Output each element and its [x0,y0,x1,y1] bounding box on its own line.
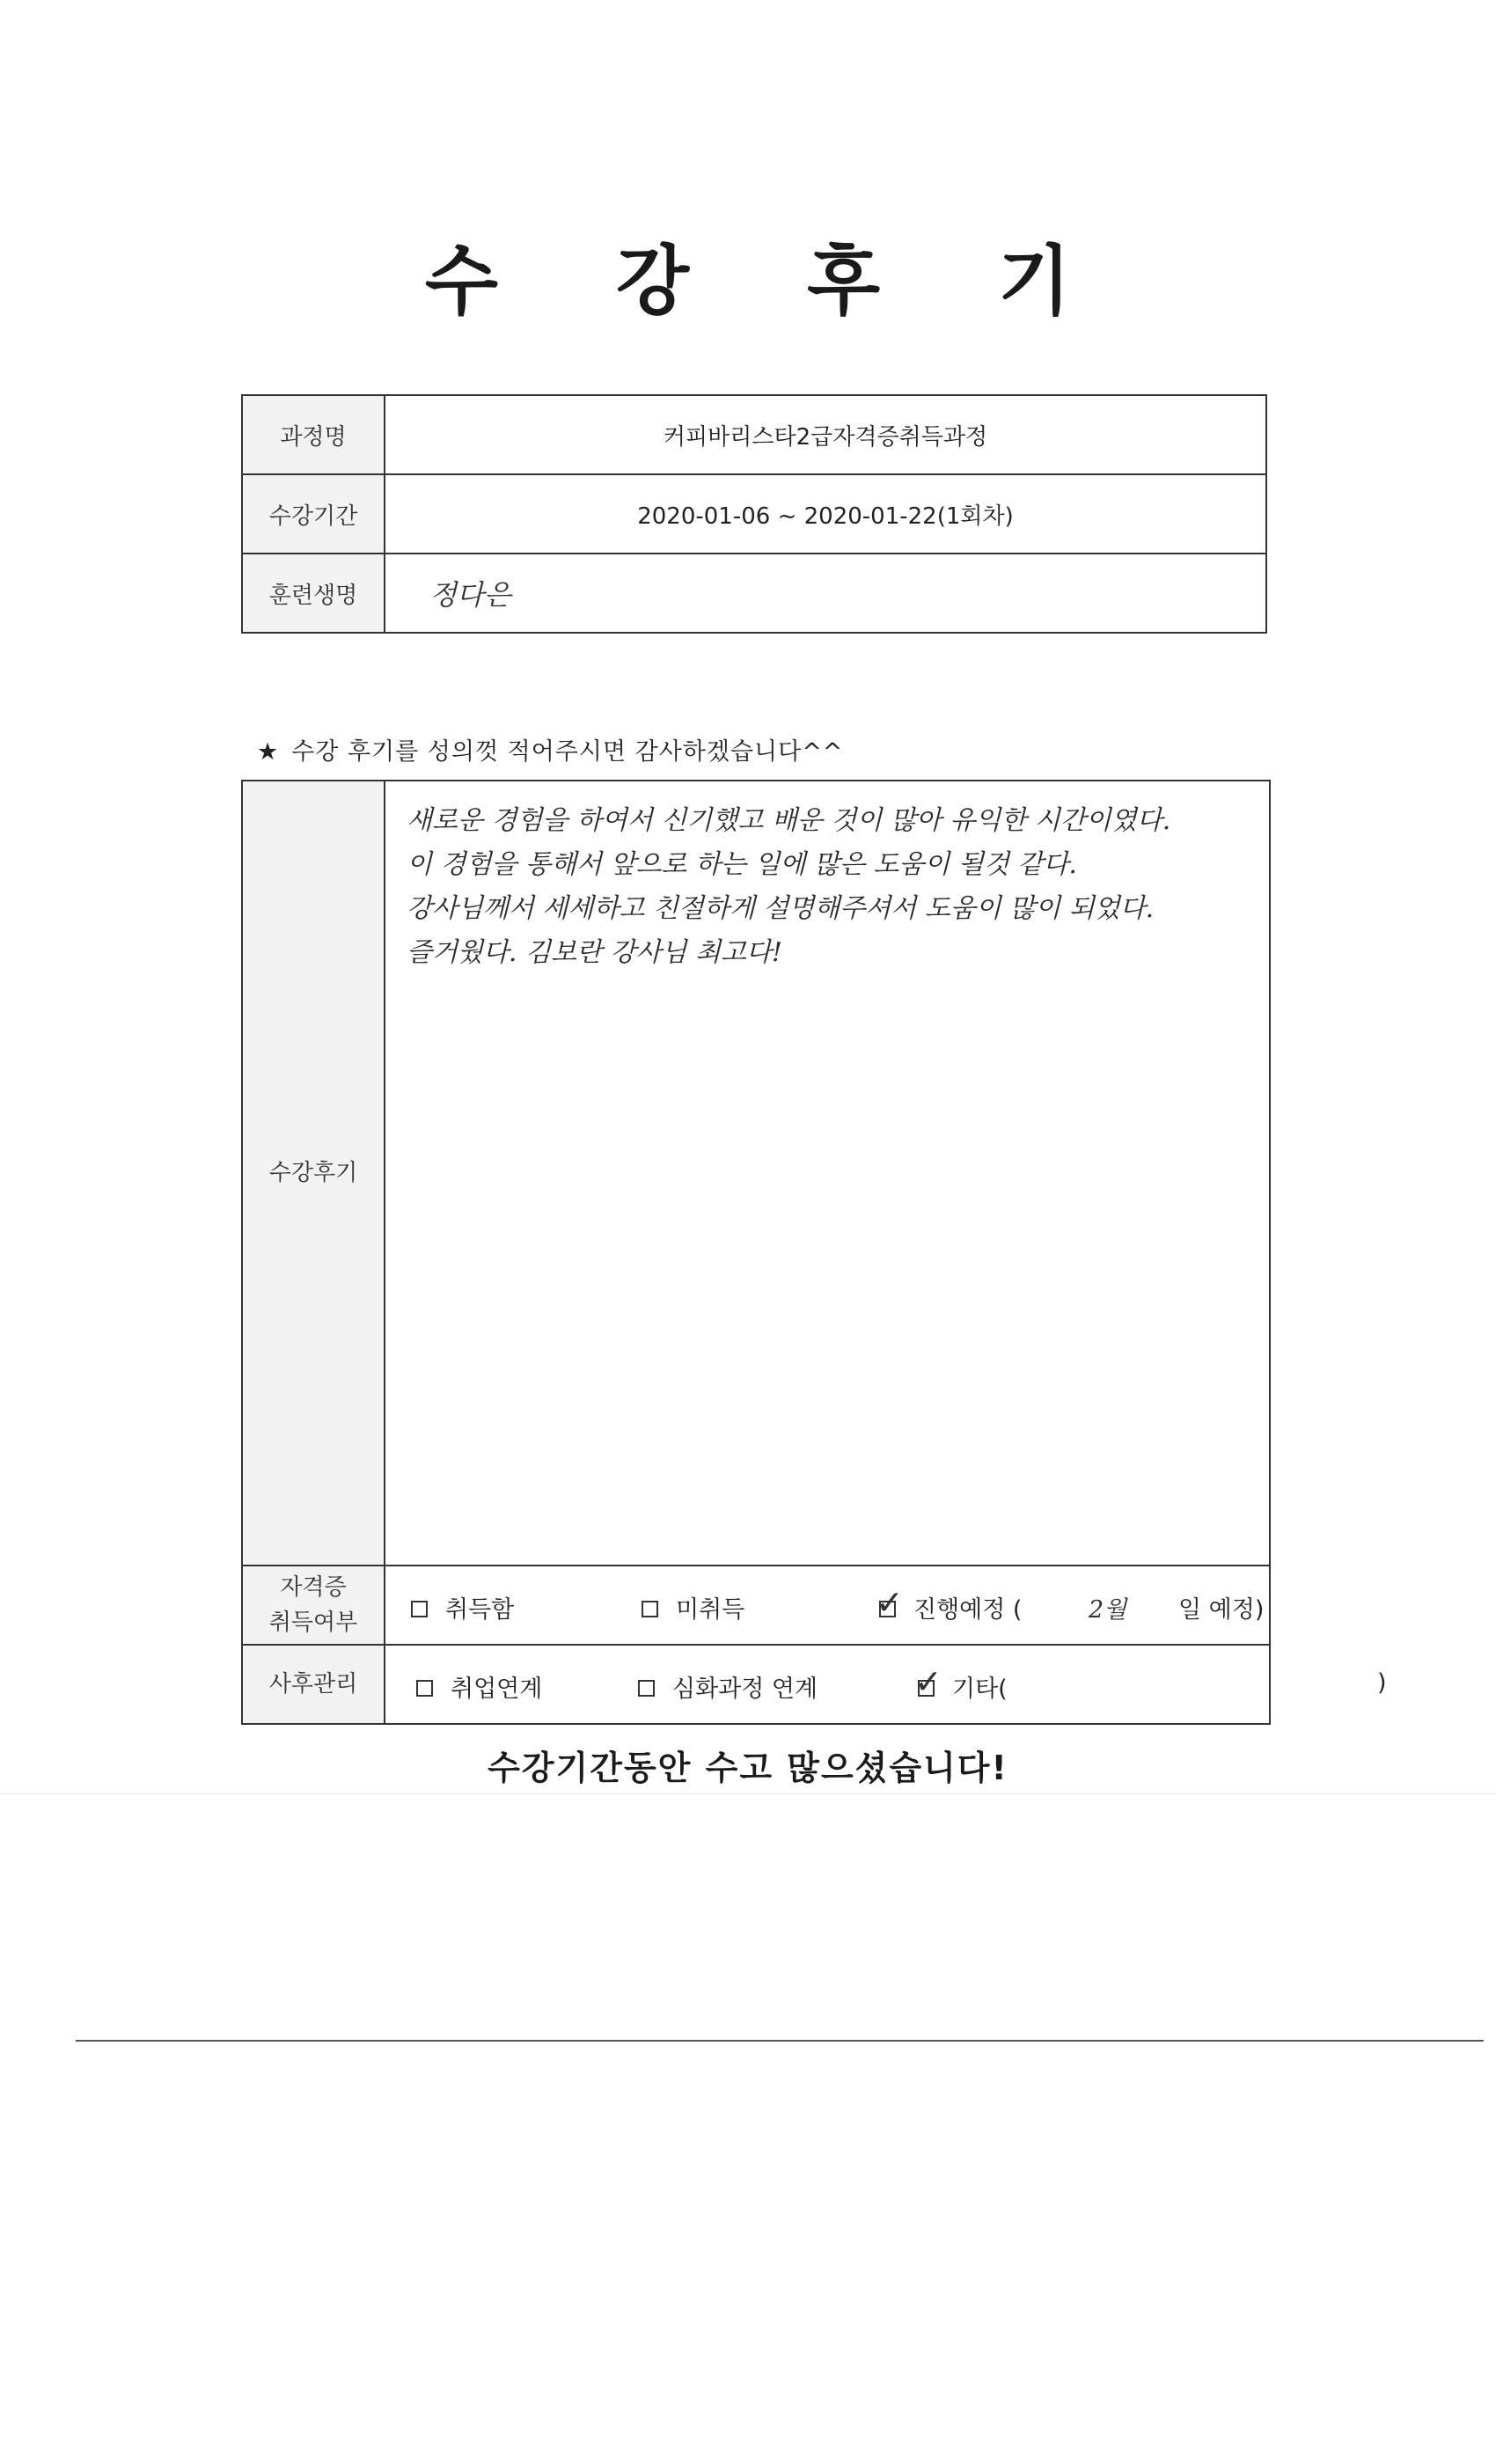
period-value: 2020-01-06 ~ 2020-01-22(1회차) [385,474,1266,554]
option-in-progress [876,1583,1023,1624]
after-care-label: 사후관리 [242,1645,385,1724]
course-value: 커피바리스타2급자격증취득과정 [385,395,1266,474]
trainee-name-handwritten: 정다은 [429,578,511,612]
option-not-acquired [642,1590,744,1624]
review-line: 즐거웠다. 김보란 강사님 최고다! [407,937,782,968]
review-line: 새로운 경험을 하여서 신기했고 배운 것이 많아 유익한 시간이였다. [407,805,1171,836]
option-job-link [416,1669,542,1704]
course-row [242,395,1266,474]
review-line: 강사님께서 세세하고 친절하게 설명해주셔서 도움이 많이 되었다. [407,893,1155,924]
option-advanced-course [638,1669,818,1704]
review-label: 수강후기 [242,781,385,1566]
certificate-label [242,1566,385,1645]
period-row [242,474,1266,554]
checkbox-acquired[interactable] [411,1601,428,1617]
footer-message: 수강기간동안 수고 많으셨습니다! [488,1749,1008,1787]
scheduled-day-suffix: 일 예정) [1178,1596,1265,1624]
certificate-options [385,1566,1270,1645]
trainee-cell [385,554,1266,633]
review-body [385,781,1270,1566]
after-care-row [242,1645,1270,1724]
option-not-acquired-label: 미취득 [676,1596,745,1624]
checkbox-in-progress-checked[interactable] [876,1583,904,1622]
certificate-label-line2: 취득여부 [268,1610,358,1636]
scan-divider-faint [0,1793,1496,1794]
document-title: 수 강 후 기 [424,238,1118,326]
checkbox-other-checked[interactable] [914,1662,942,1701]
review-line: 이 경험을 통해서 앞으로 하는 일에 많은 도움이 될것 같다. [407,849,1077,880]
option-advanced-course-label: 심화과정 연계 [672,1676,818,1703]
instruction-note [257,732,843,766]
period-label: 수강기간 [242,474,385,554]
checkbox-job-link[interactable] [416,1680,433,1697]
trainee-label: 훈련생명 [242,554,385,633]
option-in-progress-label: 진행예정 ( [913,1596,1023,1624]
option-acquired-label: 취득함 [445,1596,515,1624]
checkmark-icon: ✓ [876,1583,904,1622]
option-other-label: 기타( [952,1676,1008,1703]
scheduled-month-handwritten: 2월 [1089,1596,1127,1624]
trainee-row [242,554,1266,633]
option-other [914,1662,1008,1704]
certificate-label-line1: 자격증 [280,1573,347,1601]
checkmark-icon: ✓ [914,1662,942,1701]
star-icon: ★ [257,738,280,766]
checkbox-advanced-course[interactable] [638,1680,655,1697]
scan-edge-line [76,2040,1484,2042]
checkbox-not-acquired[interactable] [642,1601,658,1617]
certificate-row [242,1566,1270,1645]
instruction-text: 수강 후기를 성의껏 적어주시면 감사하겠습니다^^ [291,738,844,766]
review-table [241,780,1387,1725]
after-care-options [385,1645,1387,1724]
option-job-link-label: 취업연계 [451,1676,543,1703]
course-label: 과정명 [242,395,385,474]
course-info-table [241,394,1267,634]
option-acquired [411,1590,514,1624]
review-row [242,781,1270,1566]
option-other-close-paren: ) [1377,1669,1387,1697]
